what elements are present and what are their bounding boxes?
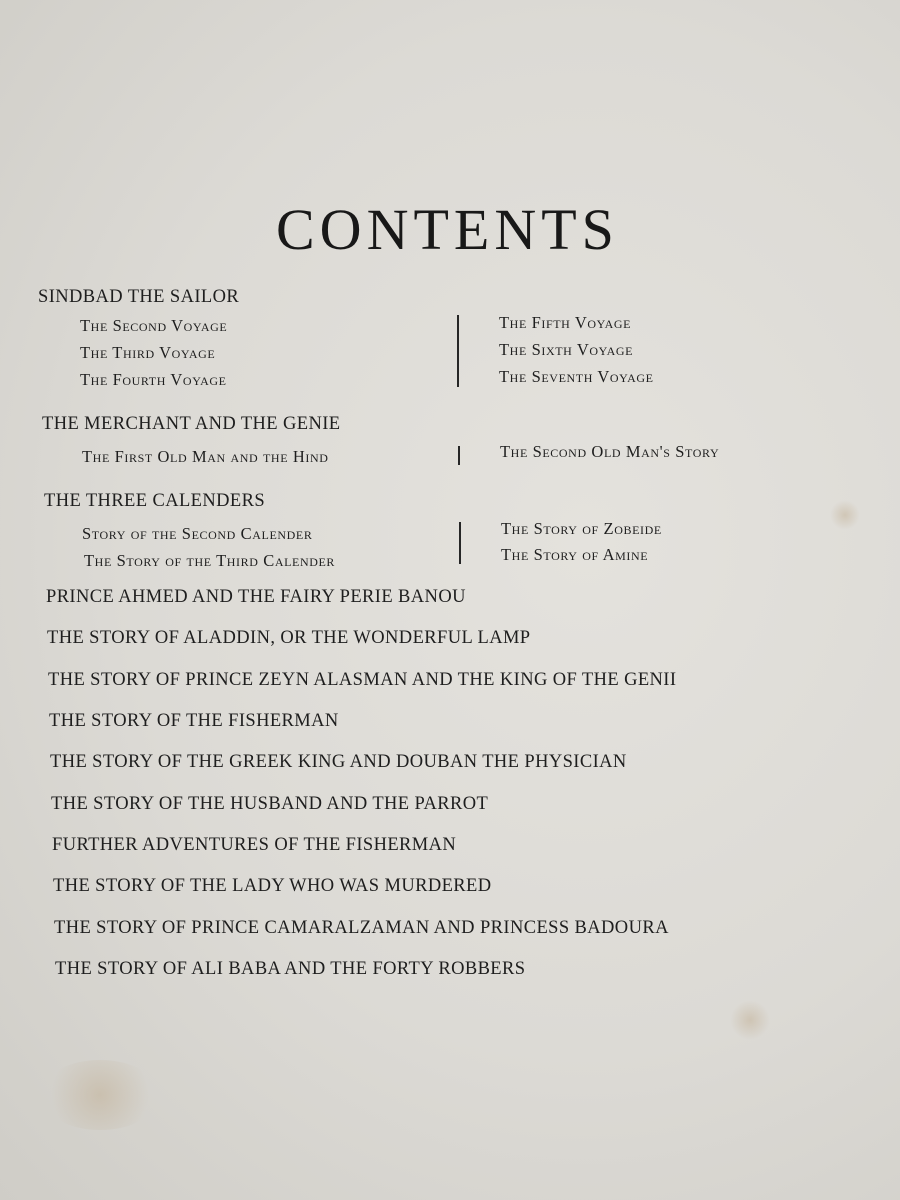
- page-stain: [730, 1000, 770, 1040]
- column-divider: [458, 446, 460, 465]
- toc-sub-entry[interactable]: The Story of Amine: [501, 545, 649, 564]
- toc-sub-entry[interactable]: The Story of the Third Calender: [84, 551, 336, 570]
- column-divider: [459, 522, 461, 564]
- toc-sub-entry[interactable]: The Sixth Voyage: [499, 340, 634, 359]
- page-title: CONTENTS: [276, 197, 619, 262]
- column-divider: [457, 315, 459, 387]
- toc-entry[interactable]: THE STORY OF PRINCE CAMARALZAMAN AND PRINCESS BADOURA: [54, 918, 669, 938]
- toc-entry[interactable]: FURTHER ADVENTURES OF THE FISHERMAN: [52, 835, 457, 855]
- toc-sub-entry[interactable]: The Seventh Voyage: [499, 367, 654, 386]
- toc-sub-entry[interactable]: Story of the Second Calender: [82, 524, 313, 543]
- toc-entry[interactable]: THE STORY OF THE LADY WHO WAS MURDERED: [53, 876, 492, 896]
- page-stain: [830, 500, 860, 530]
- toc-sub-entry[interactable]: The First Old Man and the Hind: [82, 447, 329, 466]
- toc-heading-calenders[interactable]: THE THREE CALENDERS: [44, 491, 266, 511]
- toc-sub-entry[interactable]: The Third Voyage: [80, 343, 216, 362]
- toc-entry[interactable]: THE STORY OF THE HUSBAND AND THE PARROT: [51, 794, 489, 814]
- toc-entry[interactable]: THE STORY OF THE GREEK KING AND DOUBAN THE PHYSICIAN: [50, 752, 627, 772]
- page-stain: [40, 1060, 160, 1130]
- toc-entry[interactable]: PRINCE AHMED AND THE FAIRY PERIE BANOU: [46, 587, 466, 607]
- toc-sub-entry[interactable]: The Story of Zobeide: [501, 519, 662, 538]
- toc-sub-entry[interactable]: The Second Old Man's Story: [500, 442, 720, 461]
- toc-sub-entry[interactable]: The Fifth Voyage: [499, 313, 632, 332]
- toc-sub-entry[interactable]: The Second Voyage: [80, 316, 228, 335]
- toc-heading-sindbad[interactable]: SINDBAD THE SAILOR: [38, 287, 240, 307]
- toc-entry[interactable]: THE STORY OF PRINCE ZEYN ALASMAN AND THE KING OF THE GENII: [48, 670, 677, 690]
- toc-entry[interactable]: THE STORY OF ALI BABA AND THE FORTY ROBBERS: [55, 959, 526, 979]
- toc-heading-merchant[interactable]: THE MERCHANT AND THE GENIE: [42, 414, 341, 434]
- toc-entry[interactable]: THE STORY OF THE FISHERMAN: [49, 711, 339, 731]
- toc-entry[interactable]: THE STORY OF ALADDIN, OR THE WONDERFUL LAMP: [47, 628, 531, 648]
- toc-sub-entry[interactable]: The Fourth Voyage: [80, 370, 227, 389]
